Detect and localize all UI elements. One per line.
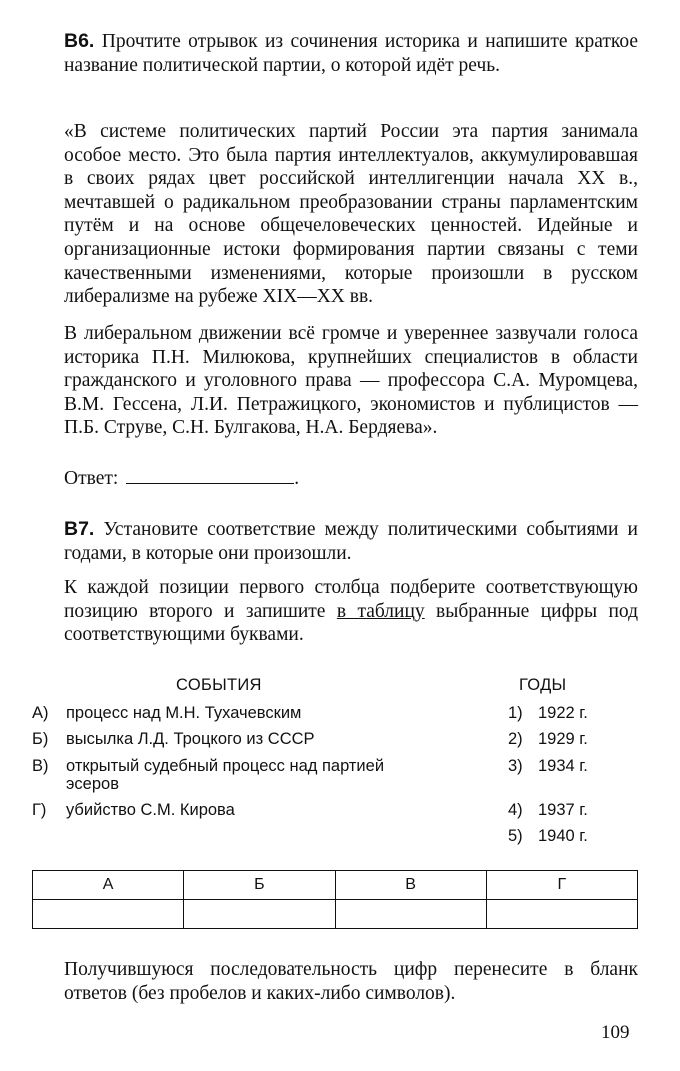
page-number: 109 bbox=[601, 1022, 630, 1043]
event-letter: В) bbox=[32, 757, 49, 775]
answer-table bbox=[32, 870, 638, 929]
b6-answer-label: Ответ: bbox=[64, 468, 119, 489]
b7-table-link[interactable]: в таблицу bbox=[336, 600, 425, 622]
year-value: 1940 г. bbox=[538, 827, 588, 845]
b6-quote-text-2: В либеральном движении всё громче и увереннее зазвучали голоса историка П.Н. Милюкова, крупнейших специалистов в области гражданского и уголовного права — профессора С.А. Муромцева, В.М. Гессена, Л.И. Петражицкого, экономистов и публицистов — П.Б. Струве, С.Н. Булгакова, Н.А. Бердяева». bbox=[64, 323, 638, 439]
answer-cell-b[interactable] bbox=[184, 900, 335, 929]
event-text: процесс над М.Н. Тухачевским bbox=[66, 704, 302, 722]
b7-final-text: Получившуюся последовательность цифр перенесите в бланк ответов (без пробелов и каких-либо символов). bbox=[64, 959, 638, 1004]
year-item bbox=[508, 827, 588, 846]
b6-task bbox=[64, 30, 638, 77]
answer-cell-g[interactable] bbox=[486, 900, 637, 929]
year-value: 1922 г. bbox=[538, 704, 588, 722]
event-text: открытый судебный процесс над партией эсеров bbox=[66, 757, 385, 793]
b7-final-instruction bbox=[64, 958, 638, 1005]
event-text: убийство С.М. Кирова bbox=[66, 801, 235, 819]
b6-answer-blank[interactable] bbox=[126, 469, 294, 484]
year-value: 1934 г. bbox=[538, 757, 588, 775]
event-item bbox=[32, 801, 432, 819]
b6-number: В6. bbox=[64, 30, 95, 52]
b7-task-text: Установите соответствие между политическими событиями и годами, в которые они произошли. bbox=[64, 519, 638, 564]
year-number: 5) bbox=[508, 827, 523, 845]
b6-quote-paragraph-2 bbox=[64, 322, 638, 440]
year-number: 3) bbox=[508, 757, 523, 775]
answer-cell-a[interactable] bbox=[33, 900, 184, 929]
year-number: 1) bbox=[508, 704, 523, 722]
event-item bbox=[32, 704, 432, 722]
year-value: 1929 г. bbox=[538, 730, 588, 748]
years-header: ГОДЫ bbox=[519, 676, 567, 694]
year-item bbox=[508, 757, 588, 776]
b6-quote-text-1: «В системе политических партий России эта партия занимала особое место. Это была партия интеллектуалов, аккумулировавшая в своих рядах цвет российской интеллигенции начала XX в., мечтавшей о радикальном преобразовании страны парламентским путём и на основе общечеловеческих ценностей. Идейные и организационные истоки формирования партии связаны с теми качественными изменениями, которые произошли в русском либерализме на рубеже XIX—XX вв. bbox=[64, 121, 638, 308]
answer-header-v: В bbox=[335, 871, 486, 900]
answer-table-input-row bbox=[33, 900, 638, 929]
event-text: высылка Л.Д. Троцкого из СССР bbox=[66, 730, 315, 748]
answer-header-b: Б bbox=[184, 871, 335, 900]
event-letter: Г) bbox=[32, 801, 47, 819]
answer-header-g: Г bbox=[486, 871, 637, 900]
b7-instr-before: К каждой позиции первого столбца подберите соответствующую позицию второго и запишите bbox=[64, 577, 638, 622]
b7-task bbox=[64, 518, 638, 565]
year-number: 2) bbox=[508, 730, 523, 748]
b7-number: В7. bbox=[64, 518, 95, 540]
year-number: 4) bbox=[508, 801, 523, 819]
year-item bbox=[508, 730, 588, 749]
year-item bbox=[508, 801, 588, 820]
event-letter: Б) bbox=[32, 730, 49, 748]
b7-instr-after: выбранные цифры под соответствующими буквами. bbox=[64, 600, 639, 646]
year-value: 1937 г. bbox=[538, 801, 588, 819]
year-item bbox=[508, 704, 588, 723]
event-item bbox=[32, 730, 432, 748]
answer-table-header-row bbox=[33, 871, 638, 900]
b7-instructions bbox=[64, 576, 638, 647]
b6-answer-row: Ответ: . bbox=[64, 468, 300, 489]
events-header: СОБЫТИЯ bbox=[176, 676, 262, 694]
answer-header-a: А bbox=[33, 871, 184, 900]
b6-quote-paragraph-1 bbox=[64, 120, 638, 309]
answer-cell-v[interactable] bbox=[335, 900, 486, 929]
event-letter: А) bbox=[32, 704, 49, 722]
event-item bbox=[32, 757, 432, 793]
b6-task-text: Прочтите отрывок из сочинения историка и напишите краткое название политической партии, о которой идёт речь. bbox=[64, 31, 638, 76]
